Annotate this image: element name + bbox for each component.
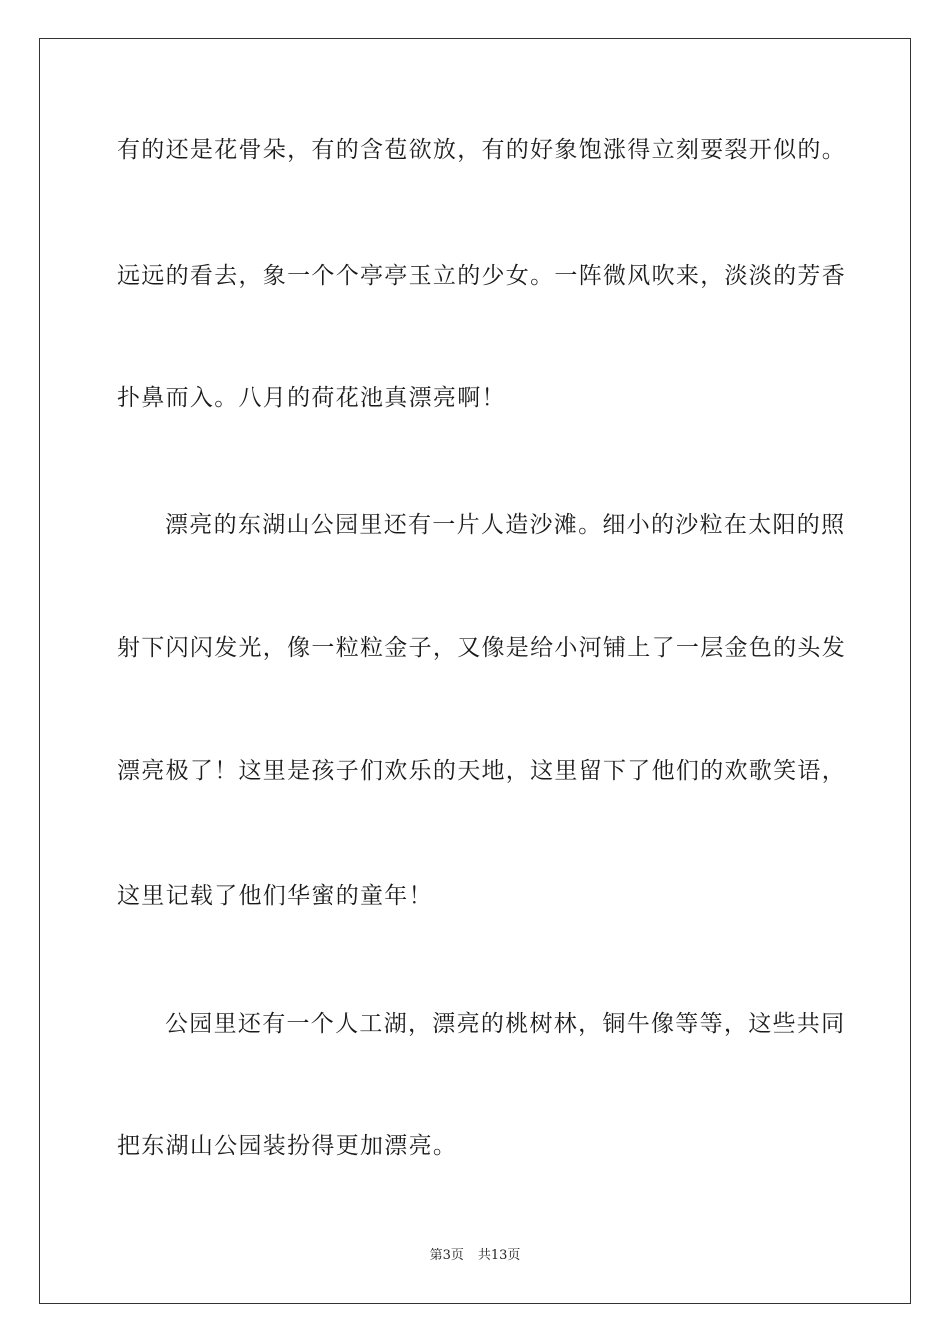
paragraph-start-line: 公园里还有一个人工湖，漂亮的桃树林，铜牛像等等，这些共同 (165, 1011, 846, 1037)
text-line: 有的还是花骨朵，有的含苞欲放，有的好象饱涨得立刻要裂开似的。 (117, 137, 846, 163)
text-line: 漂亮极了！这里是孩子们欢乐的天地，这里留下了他们的欢歌笑语， (117, 758, 846, 784)
paragraph-start-line: 漂亮的东湖山公园里还有一片人造沙滩。细小的沙粒在太阳的照 (165, 512, 846, 538)
page-total: 共13页 (477, 1248, 521, 1263)
text-line: 远远的看去，象一个个亭亭玉立的少女。一阵微风吹来，淡淡的芳香 (117, 263, 846, 289)
text-line: 这里记载了他们华蜜的童年！ (117, 883, 433, 909)
text-line: 扑鼻而入。八月的荷花池真漂亮啊！ (117, 385, 506, 411)
page-border (39, 38, 911, 1304)
page-number: 第3页 (429, 1248, 464, 1263)
page-footer (0, 1247, 950, 1265)
text-line: 把东湖山公园装扮得更加漂亮。 (117, 1133, 458, 1159)
text-line: 射下闪闪发光，像一粒粒金子，又像是给小河铺上了一层金色的头发 (117, 635, 846, 661)
